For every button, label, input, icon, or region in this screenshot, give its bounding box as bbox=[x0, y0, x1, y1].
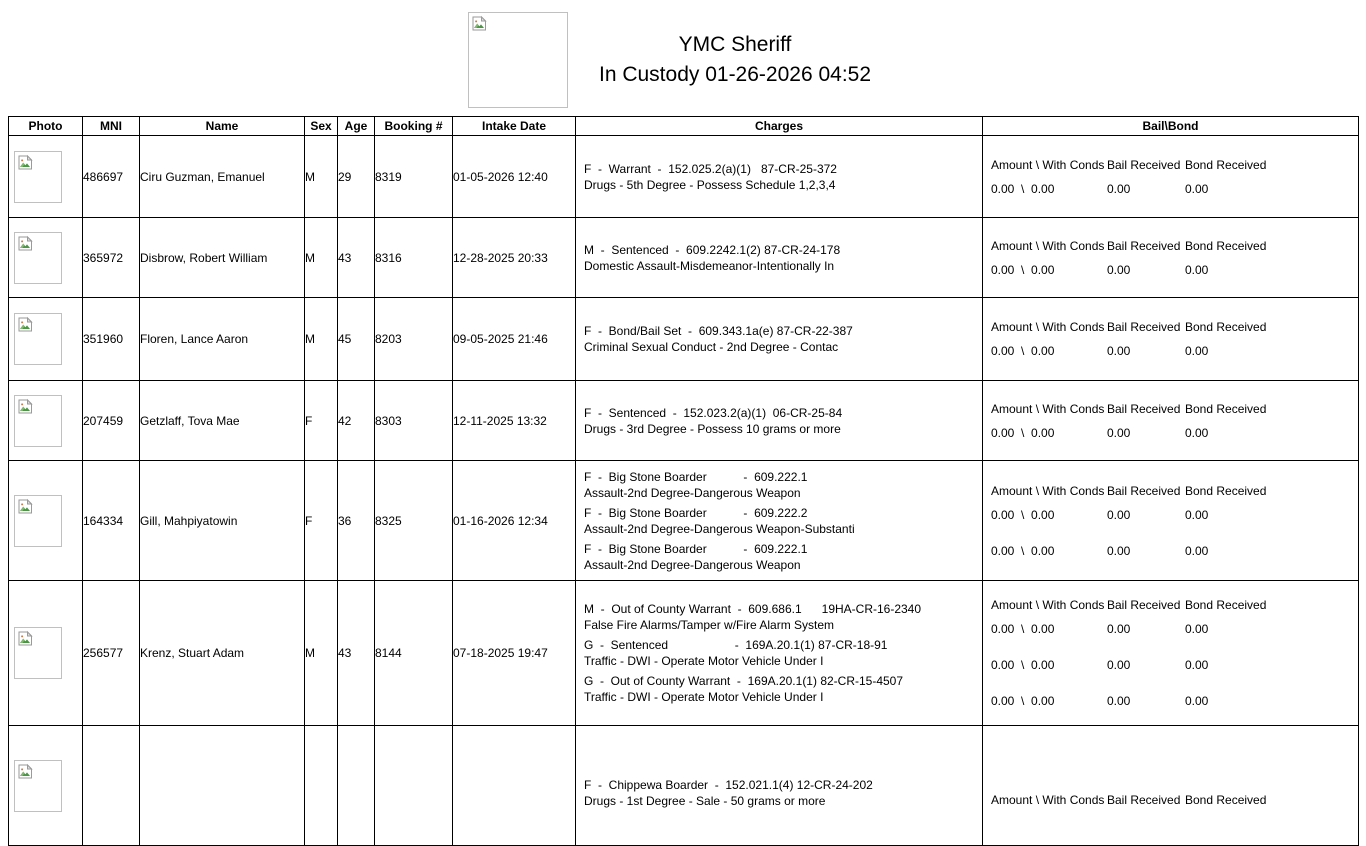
bond-received-value: 0.00 bbox=[1185, 694, 1209, 708]
bond-received-header: Bond Received bbox=[1185, 320, 1267, 334]
charges-cell bbox=[576, 461, 983, 581]
bail-bond-block bbox=[983, 763, 1358, 808]
inmate-photo-broken-image bbox=[14, 313, 62, 365]
bail-bond-block bbox=[983, 238, 1358, 278]
charge-description-line: Drugs - 1st Degree - Sale - 50 grams or more bbox=[584, 794, 826, 808]
age-cell: 29 bbox=[338, 136, 375, 218]
report-header bbox=[0, 0, 1366, 116]
charges-cell bbox=[576, 381, 983, 461]
charge-statute-line: F - Sentenced - 152.023.2(a)(1) 06-CR-25-84 bbox=[584, 405, 843, 420]
inmate-row bbox=[9, 136, 1359, 218]
bail-amount-with-conds-header: Amount \ With Conds bbox=[991, 598, 1105, 612]
name-cell: Disbrow, Robert William bbox=[140, 218, 305, 298]
name-cell: Getzlaff, Tova Mae bbox=[140, 381, 305, 461]
broken-image-icon bbox=[18, 499, 33, 514]
column-header-charges: Charges bbox=[576, 117, 983, 136]
charge-statute-line: F - Chippewa Boarder - 152.021.1(4) 12-CR-24-202 bbox=[584, 778, 873, 792]
bond-received-value: 0.00 bbox=[1185, 262, 1209, 277]
bail-received-value: 0.00 bbox=[1107, 425, 1131, 440]
bail-amount-value: 0.00 \ 0.00 bbox=[991, 507, 1055, 522]
mni-cell bbox=[83, 726, 140, 846]
in-custody-table bbox=[8, 116, 1359, 846]
bond-received-value: 0.00 bbox=[1185, 622, 1209, 636]
bail-amount-with-conds-header: Amount \ With Conds bbox=[991, 320, 1105, 334]
column-header-photo: Photo bbox=[9, 117, 83, 136]
bond-received-header: Bond Received bbox=[1185, 598, 1267, 612]
charge-description-line: Domestic Assault-Misdemeanor-Intentionally In bbox=[584, 258, 835, 273]
charge-description-line: False Fire Alarms/Tamper w/Fire Alarm System bbox=[584, 618, 835, 632]
bail-amount-with-conds-header: Amount \ With Conds bbox=[991, 793, 1105, 807]
charge-item bbox=[584, 601, 974, 633]
age-cell: 43 bbox=[338, 218, 375, 298]
bail-amount-value: 0.00 \ 0.00 bbox=[991, 694, 1055, 708]
bail-header-row bbox=[991, 597, 1350, 613]
charge-description-line: Drugs - 5th Degree - Possess Schedule 1,2,3,4 bbox=[584, 177, 836, 192]
charge-item bbox=[584, 323, 974, 355]
bail-received-header: Bail Received bbox=[1107, 238, 1181, 253]
intake-date-cell: 01-05-2026 12:40 bbox=[453, 136, 576, 218]
bail-amount-value: 0.00 \ 0.00 bbox=[991, 344, 1055, 358]
bail-received-header: Bail Received bbox=[1107, 157, 1181, 172]
bail-values-row bbox=[991, 621, 1350, 637]
intake-date-cell: 01-16-2026 12:34 bbox=[453, 461, 576, 581]
name-cell: Ciru Guzman, Emanuel bbox=[140, 136, 305, 218]
inmate-row bbox=[9, 298, 1359, 381]
booking-number-cell: 8144 bbox=[375, 581, 453, 726]
photo-cell bbox=[9, 581, 83, 726]
bail-header-row bbox=[991, 319, 1350, 335]
intake-date-cell: 07-18-2025 19:47 bbox=[453, 581, 576, 726]
charges-cell bbox=[576, 581, 983, 726]
bail-amount-with-conds-header: Amount \ With Conds bbox=[991, 157, 1105, 172]
photo-cell bbox=[9, 218, 83, 298]
column-header-sex: Sex bbox=[305, 117, 338, 136]
charge-description-line: Traffic - DWI - Operate Motor Vehicle Under I bbox=[584, 690, 824, 704]
bail-received-header: Bail Received bbox=[1107, 793, 1181, 807]
age-cell: 43 bbox=[338, 581, 375, 726]
photo-cell bbox=[9, 136, 83, 218]
bail-header-row bbox=[991, 483, 1350, 499]
column-header-bail-bond: Bail\Bond bbox=[983, 117, 1359, 136]
bail-amount-value: 0.00 \ 0.00 bbox=[991, 658, 1055, 672]
bail-values-row bbox=[991, 693, 1350, 709]
bond-received-value: 0.00 bbox=[1185, 344, 1209, 358]
charges-cell bbox=[576, 298, 983, 381]
column-header-name: Name bbox=[140, 117, 305, 136]
charge-item bbox=[584, 242, 974, 274]
bail-amount-value: 0.00 \ 0.00 bbox=[991, 543, 1055, 558]
bail-bond-cell bbox=[983, 726, 1359, 846]
table-header-row bbox=[9, 117, 1359, 136]
charge-statute-line: F - Big Stone Boarder - 609.222.1 bbox=[584, 469, 808, 484]
name-cell: Gill, Mahpiyatowin bbox=[140, 461, 305, 581]
charges-list bbox=[576, 161, 982, 193]
booking-number-cell: 8325 bbox=[375, 461, 453, 581]
age-cell bbox=[338, 726, 375, 846]
inmate-row bbox=[9, 461, 1359, 581]
broken-image-icon bbox=[18, 155, 33, 170]
bail-received-value: 0.00 bbox=[1107, 181, 1131, 196]
charges-list bbox=[576, 601, 982, 705]
bail-values-row bbox=[991, 425, 1350, 441]
charge-statute-line: F - Warrant - 152.025.2(a)(1) 87-CR-25-372 bbox=[584, 161, 837, 176]
bail-received-header: Bail Received bbox=[1107, 483, 1181, 498]
bail-values-row bbox=[991, 181, 1350, 197]
charge-description-line: Assault-2nd Degree-Dangerous Weapon bbox=[584, 557, 801, 572]
bond-received-header: Bond Received bbox=[1185, 157, 1267, 172]
charge-item bbox=[584, 469, 974, 501]
charge-statute-line: M - Sentenced - 609.2242.1(2) 87-CR-24-178 bbox=[584, 242, 841, 257]
intake-date-cell: 12-11-2025 13:32 bbox=[453, 381, 576, 461]
booking-number-cell: 8303 bbox=[375, 381, 453, 461]
charges-cell bbox=[576, 218, 983, 298]
charge-statute-line: F - Bond/Bail Set - 609.343.1a(e) 87-CR-22-387 bbox=[584, 324, 853, 338]
charges-list bbox=[576, 469, 982, 573]
inmate-photo-broken-image bbox=[14, 627, 62, 679]
charge-item bbox=[584, 541, 974, 573]
bail-amount-value: 0.00 \ 0.00 bbox=[991, 262, 1055, 277]
charge-description-line: Assault-2nd Degree-Dangerous Weapon-Substanti bbox=[584, 521, 855, 536]
bail-received-header: Bail Received bbox=[1107, 401, 1181, 416]
bond-received-value: 0.00 bbox=[1185, 507, 1209, 522]
inmate-photo-broken-image bbox=[14, 760, 62, 812]
charges-cell bbox=[576, 726, 983, 846]
charge-description-line: Drugs - 3rd Degree - Possess 10 grams or more bbox=[584, 421, 841, 436]
charge-description-line: Traffic - DWI - Operate Motor Vehicle Under I bbox=[584, 654, 824, 668]
bail-bond-cell bbox=[983, 461, 1359, 581]
charge-statute-line: G - Sentenced - 169A.20.1(1) 87-CR-18-91 bbox=[584, 638, 888, 652]
bond-received-value: 0.00 bbox=[1185, 658, 1209, 672]
bail-bond-cell bbox=[983, 298, 1359, 381]
column-header-age: Age bbox=[338, 117, 375, 136]
bail-bond-cell bbox=[983, 218, 1359, 298]
charge-item bbox=[584, 505, 974, 537]
bail-amount-value: 0.00 \ 0.00 bbox=[991, 425, 1055, 440]
bail-header-row bbox=[991, 157, 1350, 173]
bail-received-header: Bail Received bbox=[1107, 320, 1181, 334]
name-cell bbox=[140, 726, 305, 846]
broken-image-icon bbox=[472, 16, 487, 31]
photo-cell bbox=[9, 298, 83, 381]
inmate-photo-broken-image bbox=[14, 151, 62, 203]
mni-cell: 486697 bbox=[83, 136, 140, 218]
bail-bond-block bbox=[983, 319, 1358, 359]
bail-bond-cell bbox=[983, 136, 1359, 218]
mni-cell: 256577 bbox=[83, 581, 140, 726]
column-header-intake-date: Intake Date bbox=[453, 117, 576, 136]
bail-received-value: 0.00 bbox=[1107, 507, 1131, 522]
bail-amount-with-conds-header: Amount \ With Conds bbox=[991, 238, 1105, 253]
charges-list bbox=[576, 242, 982, 274]
mni-cell: 207459 bbox=[83, 381, 140, 461]
inmate-row bbox=[9, 726, 1359, 846]
column-header-booking-number: Booking # bbox=[375, 117, 453, 136]
bail-amount-with-conds-header: Amount \ With Conds bbox=[991, 401, 1105, 416]
name-cell: Floren, Lance Aaron bbox=[140, 298, 305, 381]
photo-cell bbox=[9, 461, 83, 581]
bail-received-header: Bail Received bbox=[1107, 598, 1181, 612]
sex-cell: M bbox=[305, 581, 338, 726]
charge-item bbox=[584, 673, 974, 705]
bail-received-value: 0.00 bbox=[1107, 694, 1131, 708]
bail-values-row bbox=[991, 657, 1350, 673]
agency-logo-broken-image bbox=[468, 12, 568, 108]
sex-cell: M bbox=[305, 136, 338, 218]
booking-number-cell: 8319 bbox=[375, 136, 453, 218]
charges-list bbox=[576, 405, 982, 437]
booking-number-cell: 8203 bbox=[375, 298, 453, 381]
booking-number-cell: 8316 bbox=[375, 218, 453, 298]
report-subtitle: In Custody 01-26-2026 04:52 bbox=[598, 63, 872, 86]
photo-cell bbox=[9, 381, 83, 461]
report-title-block bbox=[599, 30, 871, 90]
bond-received-value: 0.00 bbox=[1185, 181, 1209, 196]
inmate-row bbox=[9, 218, 1359, 298]
bail-amount-with-conds-header: Amount \ With Conds bbox=[991, 483, 1105, 498]
bail-bond-block bbox=[983, 597, 1358, 709]
broken-image-icon bbox=[18, 236, 33, 251]
bail-values-row bbox=[991, 262, 1350, 278]
column-header-mni: MNI bbox=[83, 117, 140, 136]
mni-cell: 365972 bbox=[83, 218, 140, 298]
bail-received-value: 0.00 bbox=[1107, 344, 1131, 358]
inmate-photo-broken-image bbox=[14, 495, 62, 547]
inmate-row bbox=[9, 581, 1359, 726]
charge-item bbox=[584, 161, 974, 193]
bond-received-header: Bond Received bbox=[1185, 401, 1267, 416]
charge-statute-line: M - Out of County Warrant - 609.686.1 19HA-CR-16-2340 bbox=[584, 602, 922, 616]
bail-header-row bbox=[991, 401, 1350, 417]
bail-received-value: 0.00 bbox=[1107, 658, 1131, 672]
bail-values-row bbox=[991, 507, 1350, 523]
bail-amount-value: 0.00 \ 0.00 bbox=[991, 181, 1055, 196]
bond-received-header: Bond Received bbox=[1185, 793, 1267, 807]
age-cell: 42 bbox=[338, 381, 375, 461]
broken-image-icon bbox=[18, 764, 33, 779]
charge-statute-line: F - Big Stone Boarder - 609.222.1 bbox=[584, 541, 808, 556]
bail-bond-cell bbox=[983, 381, 1359, 461]
broken-image-icon bbox=[18, 399, 33, 414]
age-cell: 45 bbox=[338, 298, 375, 381]
charge-description-line: Criminal Sexual Conduct - 2nd Degree - Contac bbox=[584, 340, 839, 354]
sex-cell bbox=[305, 726, 338, 846]
bail-bond-cell bbox=[983, 581, 1359, 726]
charge-statute-line: F - Big Stone Boarder - 609.222.2 bbox=[584, 505, 808, 520]
intake-date-cell: 12-28-2025 20:33 bbox=[453, 218, 576, 298]
bail-received-value: 0.00 bbox=[1107, 622, 1131, 636]
inmate-row bbox=[9, 381, 1359, 461]
charge-description-line: Assault-2nd Degree-Dangerous Weapon bbox=[584, 485, 801, 500]
bond-received-value: 0.00 bbox=[1185, 425, 1209, 440]
age-cell: 36 bbox=[338, 461, 375, 581]
charges-list bbox=[576, 323, 982, 355]
bail-received-value: 0.00 bbox=[1107, 543, 1131, 558]
mni-cell: 164334 bbox=[83, 461, 140, 581]
bail-bond-block bbox=[983, 157, 1358, 197]
bail-bond-block bbox=[983, 483, 1358, 559]
charge-item bbox=[584, 637, 974, 669]
bond-received-value: 0.00 bbox=[1185, 543, 1209, 558]
bail-received-value: 0.00 bbox=[1107, 262, 1131, 277]
intake-date-cell bbox=[453, 726, 576, 846]
mni-cell: 351960 bbox=[83, 298, 140, 381]
charges-cell bbox=[576, 136, 983, 218]
sex-cell: F bbox=[305, 461, 338, 581]
bail-header-row bbox=[991, 238, 1350, 254]
bail-values-row bbox=[991, 543, 1350, 559]
bond-received-header: Bond Received bbox=[1185, 238, 1267, 253]
bail-amount-value: 0.00 \ 0.00 bbox=[991, 622, 1055, 636]
bond-received-header: Bond Received bbox=[1185, 483, 1267, 498]
bail-header-row bbox=[991, 792, 1350, 808]
bail-bond-block bbox=[983, 401, 1358, 441]
name-cell: Krenz, Stuart Adam bbox=[140, 581, 305, 726]
charge-item bbox=[584, 405, 974, 437]
sex-cell: F bbox=[305, 381, 338, 461]
booking-number-cell bbox=[375, 726, 453, 846]
sex-cell: M bbox=[305, 298, 338, 381]
charges-list bbox=[576, 762, 982, 809]
charge-item bbox=[584, 777, 974, 809]
photo-cell bbox=[9, 726, 83, 846]
broken-image-icon bbox=[18, 631, 33, 646]
inmate-photo-broken-image bbox=[14, 395, 62, 447]
charge-statute-line: G - Out of County Warrant - 169A.20.1(1) 82-CR-15-4507 bbox=[584, 674, 904, 688]
bail-values-row bbox=[991, 343, 1350, 359]
broken-image-icon bbox=[18, 317, 33, 332]
intake-date-cell: 09-05-2025 21:46 bbox=[453, 298, 576, 381]
sex-cell: M bbox=[305, 218, 338, 298]
inmate-photo-broken-image bbox=[14, 232, 62, 284]
report-title: YMC Sheriff bbox=[678, 33, 792, 56]
